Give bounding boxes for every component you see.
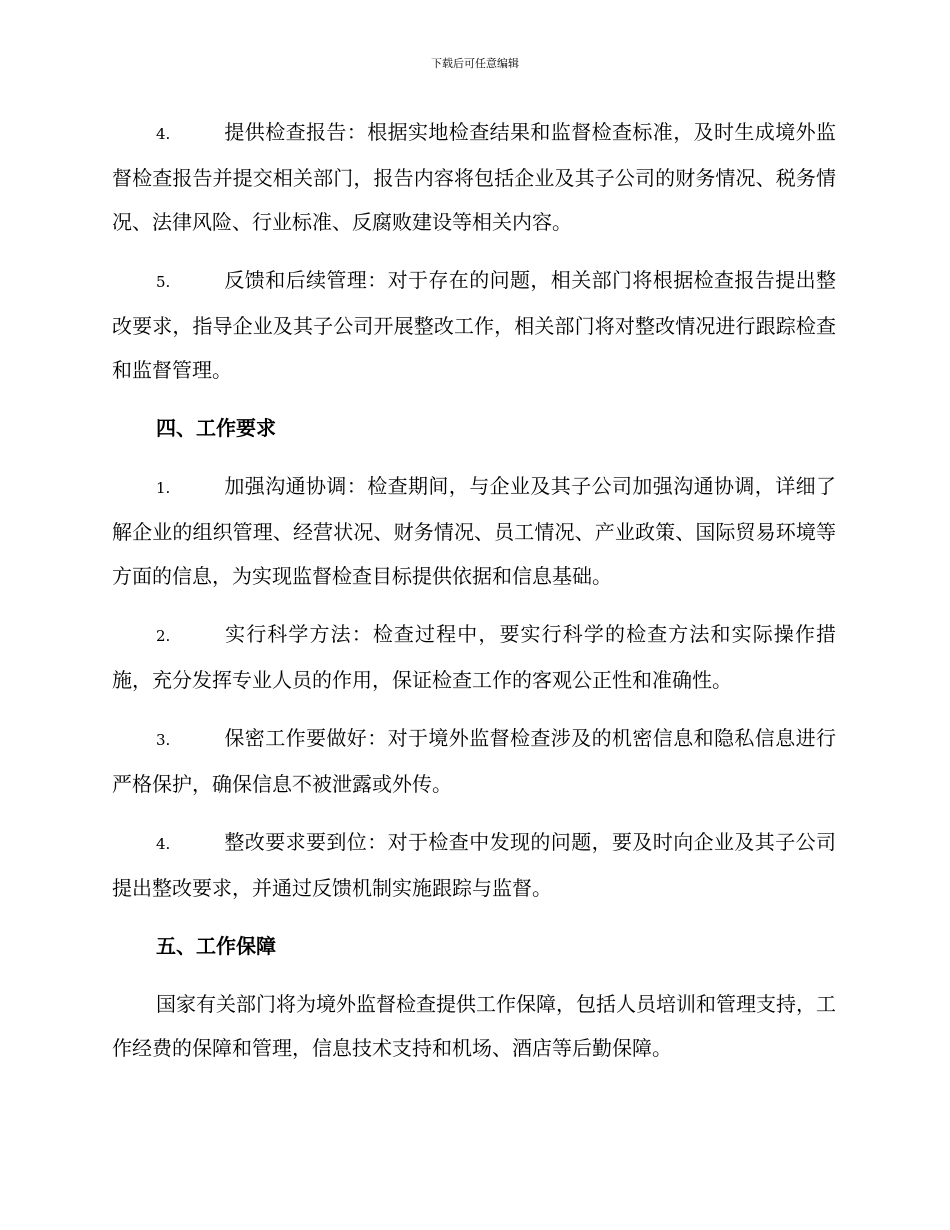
section-heading-work-guarantee: 五、工作保障 xyxy=(156,934,276,958)
item-text: 反馈和后续管理：对于存在的问题，相关部门将根据检查报告提出整改要求，指导企业及其子公司开展整改工作，相关部门将对整改情况进行跟踪检查和监督管理。 xyxy=(112,268,836,382)
list-item-1 xyxy=(112,464,836,598)
paragraph-guarantee: 国家有关部门将为境外监督检查提供工作保障，包括人员培训和管理支持，工作经费的保障和管理，信息技术支持和机场、酒店等后勤保障。 xyxy=(112,992,836,1060)
list-item-5 xyxy=(112,258,836,392)
item-number: 1. xyxy=(156,479,171,497)
page-header: 下载后可任意编辑 xyxy=(431,57,519,70)
item-number: 2. xyxy=(156,627,171,645)
list-item-2 xyxy=(112,612,836,702)
document-body xyxy=(112,110,836,1070)
list-item-3 xyxy=(112,716,836,806)
item-text: 整改要求要到位：对于检查中发现的问题，要及时向企业及其子公司提出整改要求，并通过反馈机制实施跟踪与监督。 xyxy=(112,830,836,900)
item-text: 保密工作要做好：对于境外监督检查涉及的机密信息和隐私信息进行严格保护，确保信息不被泄露或外传。 xyxy=(112,726,836,796)
item-number: 4. xyxy=(156,125,171,143)
item-number: 3. xyxy=(156,731,171,749)
list-item-4b xyxy=(112,820,836,910)
item-text: 实行科学方法：检查过程中，要实行科学的检查方法和实际操作措施，充分发挥专业人员的作用，保证检查工作的客观公正性和准确性。 xyxy=(112,622,836,692)
item-number: 5. xyxy=(156,273,171,291)
item-text: 加强沟通协调：检查期间，与企业及其子公司加强沟通协调，详细了解企业的组织管理、经营状况、财务情况、员工情况、产业政策、国际贸易环境等方面的信息，为实现监督检查目标提供依据和信息基础。 xyxy=(112,474,836,588)
list-item-4 xyxy=(112,110,836,244)
section-heading-work-requirements: 四、工作要求 xyxy=(156,416,276,440)
item-text: 提供检查报告：根据实地检查结果和监督检查标准，及时生成境外监督检查报告并提交相关部门，报告内容将包括企业及其子公司的财务情况、税务情况、法律风险、行业标准、反腐败建设等相关内容。 xyxy=(112,120,836,234)
item-number: 4. xyxy=(156,835,171,853)
